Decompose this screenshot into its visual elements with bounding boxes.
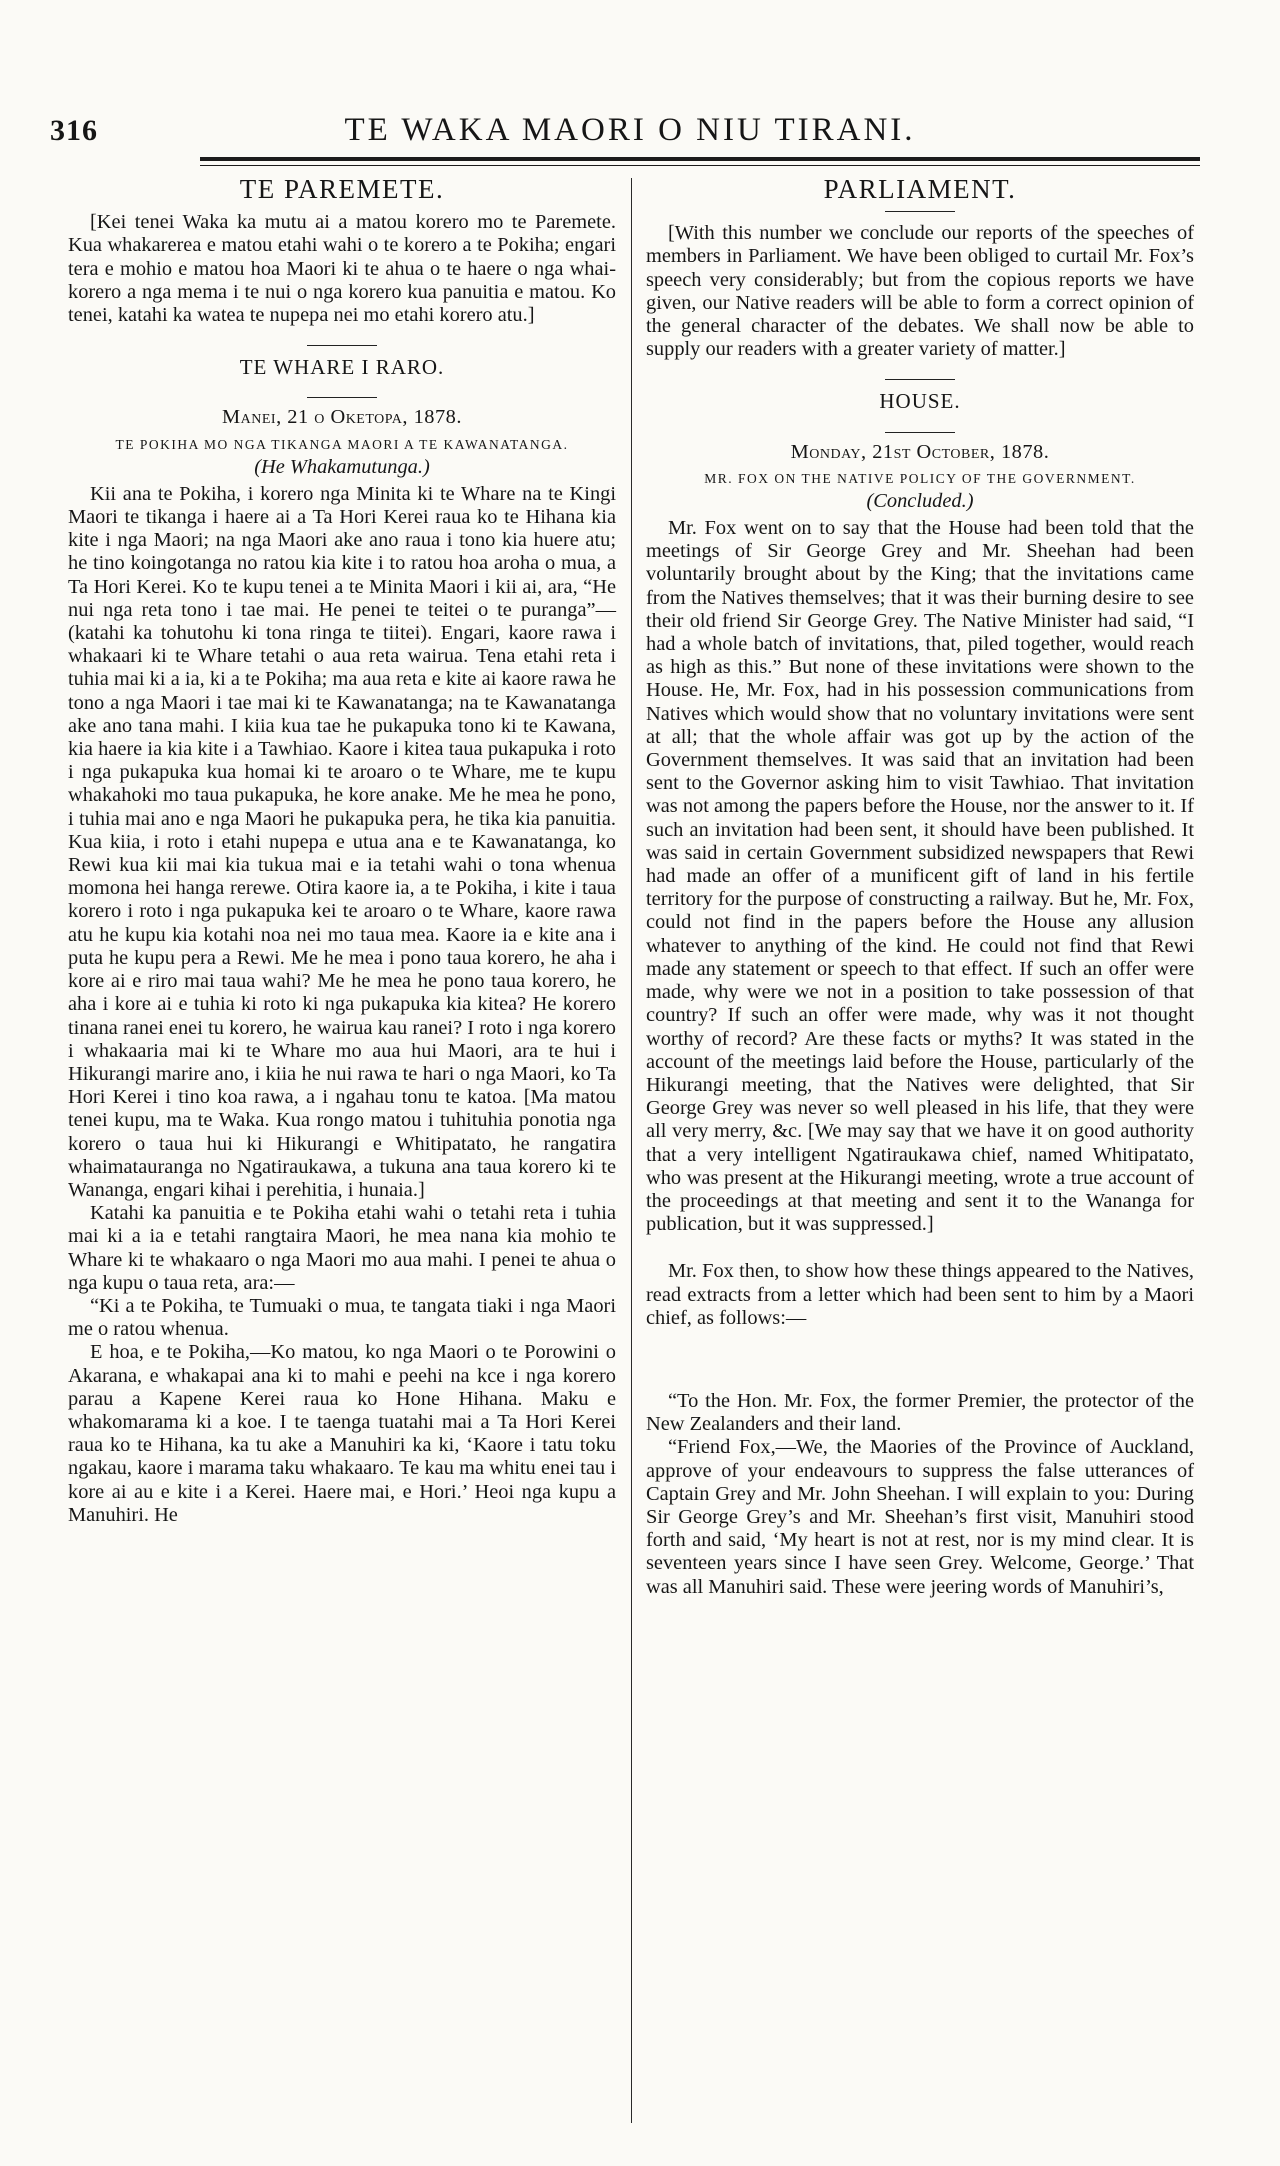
page-number: 316 — [50, 114, 98, 147]
english-paragraph-1: Mr. Fox went on to say that the House had been told that the meetings of Sir George Grey and Mr. Sheehan had been voluntarily brought about by the King; that the invitations came from the Natives themselves; that it was their burning desire to see their old friend Sir George Grey. The Native Minister had said, “I had a whole batch of invitations, that, piled together, would reach as high as this.” But none of these invitations were shown to the House. He, Mr. Fox, had in his possession communications from Natives which would show that no voluntary invitations were sent at all; that the whole affair was got up by the action of the Government themselves. It was said that an invitation had been sent to the Governor asking him to visit Tawhiao. That invitation was not among the papers before the House, nor the answer to it. If such an invitation had been sent, it should have been published. It was said in certain Government subsidized newspapers that Rewi had made an offer of a munificent gift of land in his fertile territory for the purpose of constructing a railway. But he, Mr. Fox, could not find in the papers before the House any allusion whatever to anything of the kind. He could not find that Rewi made any statement or speech to that effect. If such an offer were made, why were we not in a position to take possession of that country? If such an offer were made, why was it not thought worthy of record? Are these facts or myths? It was stated in the account of the meetings laid before the House, particularly of the Hikurangi meeting, that the Natives were delighted, that Sir George Grey was never so well pleased in his life, that they were all very merry, &c. [We may say that we have it on good authority that a very intelligent Ngatiraukawa chief, named Whitipatato, who was present at the Hikurangi meeting, wrote a true account of the proceedings at that meeting and sent it to the Wananga for publication, but it was suppressed.] — [646, 517, 1194, 1236]
header-rule-thick — [200, 157, 1200, 161]
spacer — [646, 1236, 1194, 1260]
short-rule — [885, 211, 955, 212]
header-rule-thin — [200, 165, 1200, 166]
spacer — [646, 1330, 1194, 1390]
english-dateline: Monday, 21st October, 1878. — [790, 440, 1050, 463]
maori-topic-heading: TE POKIHA MO NGA TIKANGA MAORI A TE KAWANATANGA. — [115, 436, 569, 452]
english-continued-note: (Concluded.) — [866, 489, 974, 512]
english-column — [646, 174, 1194, 1599]
page-header — [50, 112, 1210, 156]
english-subheading: HOUSE. — [879, 389, 961, 414]
column-divider — [631, 178, 632, 2123]
maori-dateline: Manei, 21 o Oketopa, 1878. — [222, 406, 462, 429]
maori-continued-note: (He Whakamutunga.) — [254, 455, 430, 478]
maori-column — [68, 174, 616, 1527]
english-letter-address: “To the Hon. Mr. Fox, the former Premier, the protector of the New Zealanders and their land. — [646, 1389, 1194, 1436]
english-paragraph-2: Mr. Fox then, to show how these things appeared to the Natives, read extracts from a letter which had been sent to him by a Maori chief, as follows:— — [646, 1260, 1194, 1329]
english-intro: [With this number we conclude our reports of the speeches of members in Parliament. We have been obliged to curtail Mr. Fox’s speech very considerably; but from the copious reports we have given, our Native readers will be able to form a correct opinion of the general character of the debates. We shall now be able to supply our readers with a greater variety of matter.] — [646, 222, 1194, 361]
maori-letter-address: “Ki a te Pokiha, te Tumuaki o mua, te tangata tiaki i nga Maori me o ratou whenua. — [68, 1294, 616, 1341]
short-rule — [885, 379, 955, 380]
maori-letter-body: E hoa, e te Pokiha,—Ko matou, ko nga Maori o te Porowini o Akarana, e whakapai ana ki to mahi e peehi na kce i nga korero parau a Kapene Kerei raua ko Hone Hihana. Maku e whakomarama ki a koe. I te taenga tuatahi mai a Ta Hori Kerei raua ko te Hihana, ka tu ake a Manuhiri ka ki, ‘Kaore i tatu toku ngakau, kaore i marama taku whakaaro. Te kau ma whitu enei tau i kore ai au e kite i a Kerei. Haere mai, e Hori.’ Heoi nga kupu a Manuhiri. He — [68, 1341, 616, 1526]
maori-intro: [Kei tenei Waka ka mutu ai a matou korero mo te Paremete. Kua whakarerea e matou etahi wahi o te korero a te Pokiha; engari tera e mohio e matou hoa Maori ki te ahua o te haere o nga whai-korero a nga mema i te nui o nga korero kua panuitia e matou. Ko tenei, katahi ka watea te nupepa nei mo etahi korero atu.] — [68, 211, 616, 327]
english-letter-body: “Friend Fox,—We, the Maories of the Province of Auckland, approve of your endeavours to suppress the false utterances of Captain Grey and Mr. John Sheehan. I will explain to you: During Sir George Grey’s and Mr. Sheehan’s first visit, Manuhiri stood forth and said, ‘My heart is not at rest, nor is my mind clear. It is seventeen years since I have seen Grey. Welcome, George.’ That was all Manuhiri said. These were jeering words of Manuhiri’s, — [646, 1436, 1194, 1598]
english-section-heading: PARLIAMENT. — [823, 174, 1017, 204]
short-rule — [307, 345, 377, 346]
maori-subheading: TE WHARE I RARO. — [239, 355, 445, 380]
short-rule — [307, 397, 377, 398]
maori-paragraph-1: Kii ana te Pokiha, i korero nga Minita ki te Whare na te Kingi Maori te tikanga i haere ai a Ta Hori Kerei raua ko te Hihana kia kite i nga Maori; na nga Maori ake ano raua i tono kia huere atu; he tino koingotanga no ratou kia kite i to ratou hoa aroha o mua, a Ta Hori Kerei. Ko te kupu tenei a te Minita Maori i kii ai, ara, “He nui nga reta tono i tae mai. He penei te teitei o te puranga”—(katahi ka tohutohu ki tona ringa te tiitei). Engari, kaore rawa i whakaari ki te Whare tetahi o aua reta wairua. Tena etahi reta i tuhia mai ki a ia, ki a te Pokiha; ma aua reta e kite ai kaore rawa he tono a nga Maori i tae mai ki te Kawanatanga; na te Kawanatanga ake ano tana mahi. I kiia kua tae he pukapuka tono ki te Kawana, kia haere ia kia kite i a Tawhiao. Kaore i kitea taua pukapuka i roto i nga pukapuka kua homai ki te aroaro o te Whare, me te kupu whakahoki mo taua pukapuka, he kore anake. Me he mea he pono, i tuhia mai ano e nga Maori he pukapuka pera, he tika kia panuitia. Kua kiia, i roto i etahi nupepa e utua ana e te Kawanatanga, ko Rewi kua kii mai kia tukua mai e ia tetahi wahi o tona whenua momona hei hanga rerewe. Otira kaore ia, a te Pokiha, i kite i taua korero i roto i nga pukapuka kei te aroaro o te Whare, kaore rawa atu he kupu kia kotahi noa nei mo taua mea. Kaore ia e kite ana i puta he kupu pera a Rewi. Me he mea i pono taua korero, he aha i kore ai e riro mai taua wahi? Me he mea he pono taua korero, he aha i kore ai e tuhia ki roto ki nga pukapuka kia kitea? He korero tinana ranei enei tu korero, he wairua kau ranei? I roto i nga korero i whakaaria mai ki te Whare mo aua hui Maori, ara te hui i Hikurangi marire ano, i kiia he nui rawa te hari o nga Maori, ko Ta Hori Kerei i tino koa rawa, a i ngahau tonu te katoa. [Ma matou tenei kupu, ma te Waka. Kua rongo matou i tuhituhia ponotia nga korero o taua hui ki Hikurangi e Whitipatato, he rangatira whaimatauranga no Ngatiraukawa, a tukuna ana taua korero ki te Wananga, engari kihai i perehitia, i hunaia.] — [68, 482, 616, 1201]
english-topic-heading: MR. FOX ON THE NATIVE POLICY OF THE GOVERNMENT. — [704, 470, 1136, 486]
newspaper-title: TE WAKA MAORI O NIU TIRANI. — [344, 112, 916, 148]
short-rule — [885, 432, 955, 433]
maori-section-heading: TE PAREMETE. — [239, 174, 445, 204]
maori-paragraph-2: Katahi ka panuitia e te Pokiha etahi wahi o tetahi reta i tuhia mai ki a ia e tetahi rangtaira Maori, he mea nana kia mohio te Whare ki te whakaaro o nga Maori mo aua mahi. I penei te ahua o nga kupu o taua reta, ara:— — [68, 1202, 616, 1294]
